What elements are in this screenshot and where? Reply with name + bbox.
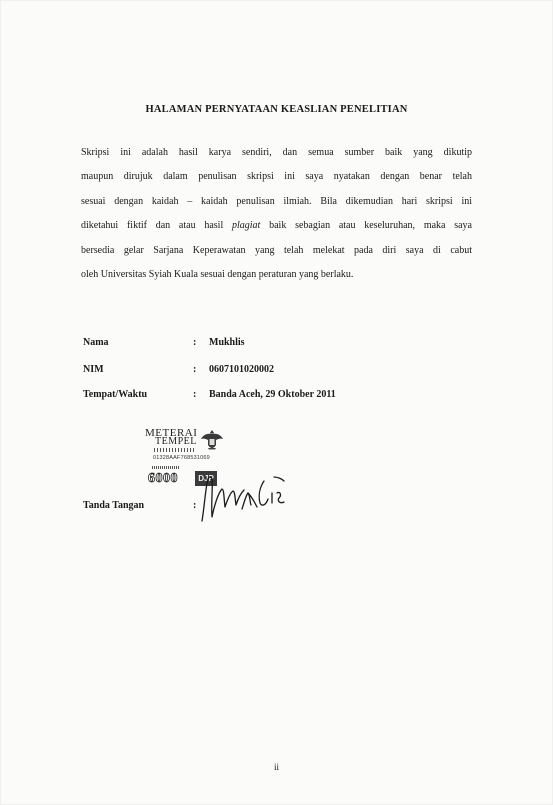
paragraph-line: sesuai dengan kaidah – kaidah penulisan ilmiah. Bila dikemudian hari skripsi ini bbox=[81, 195, 472, 207]
nim-value: 0607101020002 bbox=[209, 364, 274, 375]
paragraph-line bbox=[81, 214, 472, 238]
paragraph-line: oleh Universitas Syiah Kuala sesuai dengan peraturan yang berlaku. bbox=[81, 269, 354, 281]
garuda-emblem-icon bbox=[200, 428, 224, 450]
stamp-serial: 01328AAF768531069 bbox=[153, 455, 210, 461]
paragraph-text: baik sebagian atau keseluruhan, maka saya bbox=[260, 220, 473, 232]
paragraph-line: bersedia gelar Sarjana Keperawatan yang telah melekat pada diri saya di cabut bbox=[81, 244, 472, 256]
paragraph-line: Skripsi ini adalah hasil karya sendiri, dan semua sumber baik yang dikutip bbox=[81, 147, 472, 158]
djp-logo: DJP bbox=[195, 471, 217, 486]
microtext bbox=[154, 448, 194, 452]
stamp-value: 6000 bbox=[148, 471, 178, 486]
paragraph-text: diketahui fiktif dan atau hasil bbox=[81, 220, 232, 232]
colon: : bbox=[193, 337, 197, 348]
document-title: HALAMAN PERNYATAAN KEASLIAN PENELITIAN bbox=[145, 104, 408, 115]
tempat-waktu-label: Tempat/Waktu bbox=[83, 389, 148, 400]
stamp-title: METERAI bbox=[145, 427, 198, 439]
page-number: ii bbox=[273, 762, 279, 772]
colon: : bbox=[193, 500, 197, 511]
italic-term: plagiat bbox=[232, 220, 261, 232]
handwritten-signature bbox=[198, 463, 308, 533]
nama-label: Nama bbox=[83, 337, 109, 348]
microtext bbox=[152, 466, 180, 469]
colon: : bbox=[193, 364, 197, 375]
colon: : bbox=[193, 389, 197, 400]
nama-value: Mukhlis bbox=[209, 337, 245, 348]
tempat-waktu-value: Banda Aceh, 29 Oktober 2011 bbox=[209, 389, 336, 400]
tanda-tangan-label: Tanda Tangan bbox=[83, 500, 145, 511]
paragraph-line: maupun dirujuk dalam penulisan skripsi ini saya nyatakan dengan benar telah bbox=[81, 171, 472, 183]
statement-paragraph bbox=[81, 141, 472, 287]
stamp-subtitle: TEMPEL bbox=[155, 436, 197, 447]
nim-label: NIM bbox=[83, 364, 104, 375]
